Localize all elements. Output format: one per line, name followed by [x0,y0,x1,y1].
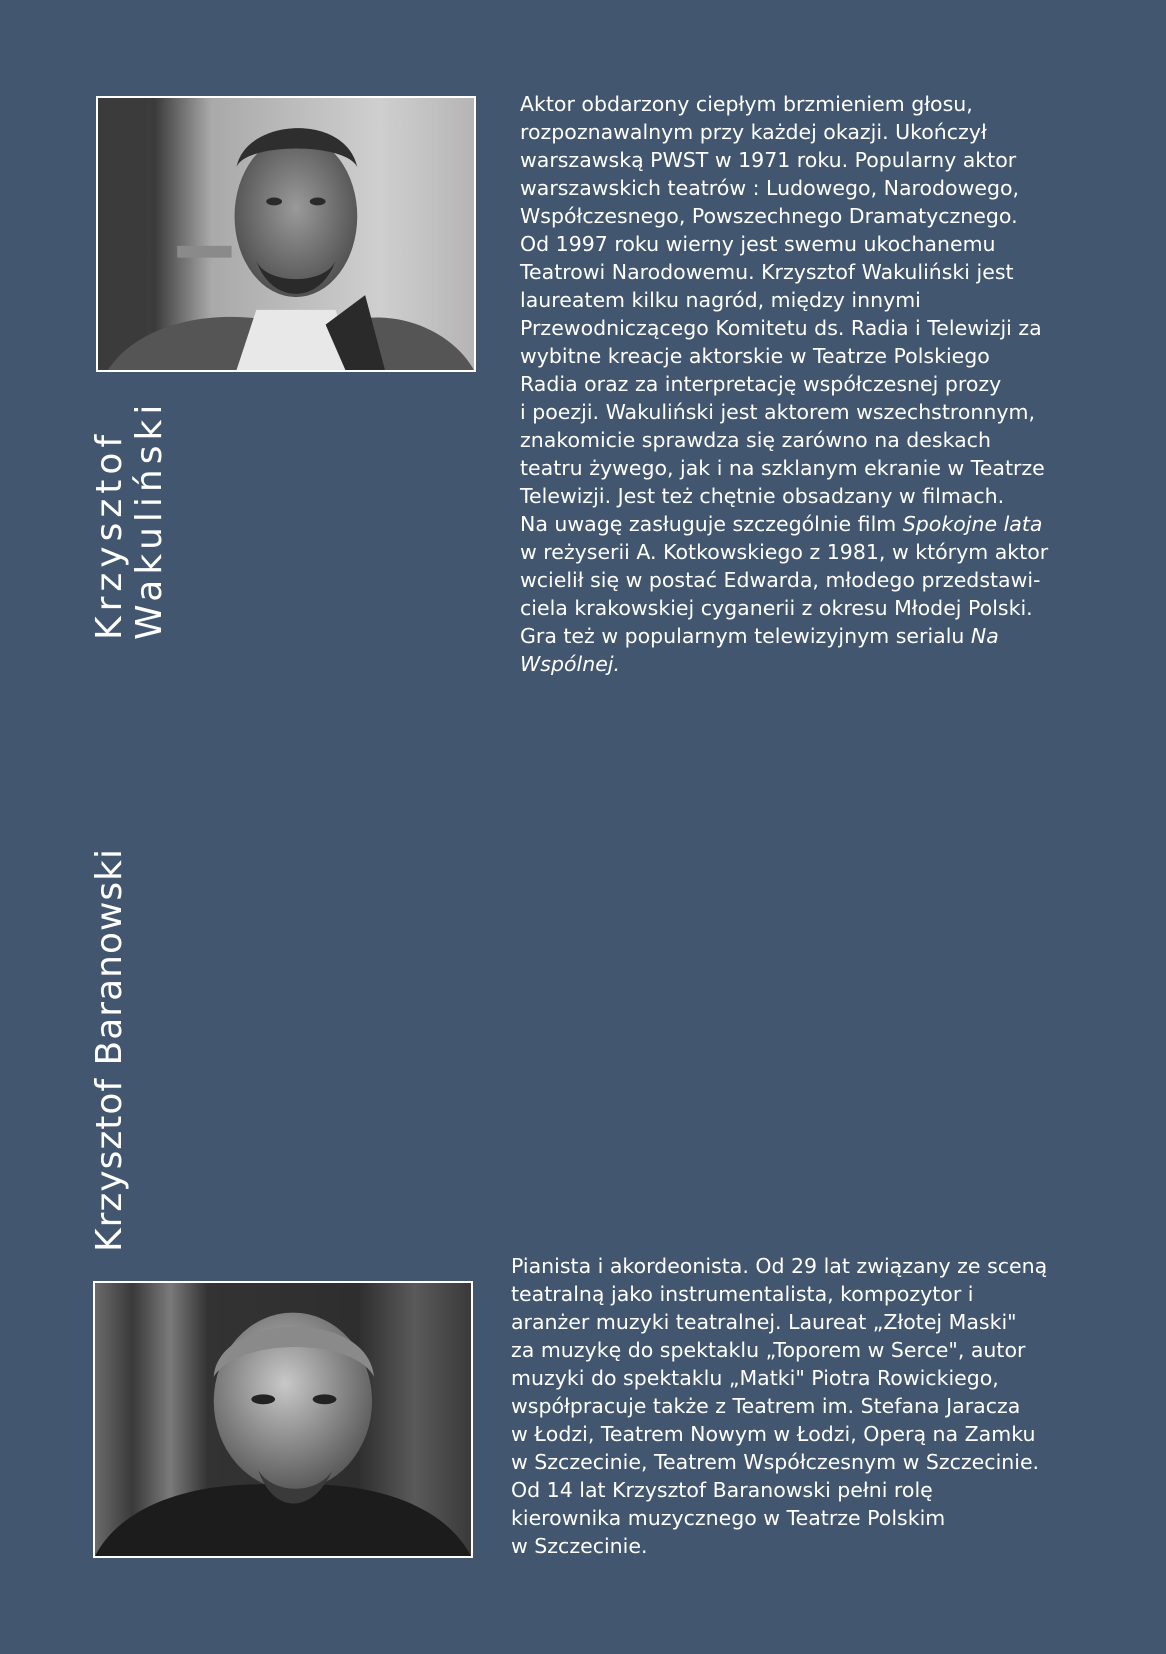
bio-text: kierownika muzycznego w Teatrze Polskim [511,1506,946,1530]
bio-text: muzyki do spektaklu „Matki" Piotra Rowickiego, [511,1366,999,1390]
bio-line [520,314,1140,342]
bio-line [520,202,1140,230]
bio-text: ciela krakowskiej cyganerii z okresu Młodej Polski. [520,596,1033,620]
bio-text: Przewodniczącego Komitetu ds. Radia i Telewizji za [520,316,1042,340]
bio-text: Współczesnego, Powszechnego Dramatycznego. [520,204,1018,228]
bio-text: Telewizji. Jest też chętnie obsadzany w filmach. [520,484,1005,508]
person-name-wakulinski [90,400,170,640]
bio-line [520,538,1140,566]
bio-text: rozpoznawalnym przy każdej okazji. Ukończył [520,120,987,144]
bio-text: znakomicie sprawdza się zarówno na deskach [520,428,991,452]
bio-text: teatralną jako instrumentalista, kompozytor i [511,1282,974,1306]
bio-line [520,454,1140,482]
bio-text: w Łodzi, Teatrem Nowym w Łodzi, Operą na Zamku [511,1422,1036,1446]
bio-line [520,650,1140,678]
person-name-baranowski: Krzysztof Baranowski [89,847,130,1252]
bio-line [520,286,1140,314]
bio-baranowski [511,1252,1131,1560]
bio-text: Gra też w popularnym telewizyjnym serialu [520,624,971,648]
portrait-photo-baranowski [93,1281,473,1558]
bio-line [511,1448,1131,1476]
bio-line [520,482,1140,510]
bio-text: Teatrowi Narodowemu. Krzysztof Wakuliński jest [520,260,1014,284]
bio-line [511,1392,1131,1420]
name-line-last: Wakuliński [129,399,170,640]
bio-line [511,1336,1131,1364]
bio-line [520,594,1140,622]
bio-text: Od 1997 roku wierny jest swemu ukochanemu [520,232,996,256]
bio-line [520,398,1140,426]
bio-line [520,510,1140,538]
bio-text: warszawskich teatrów : Ludowego, Narodowego, [520,176,1020,200]
bio-text: w reżyserii A. Kotkowskiego z 1981, w którym aktor [520,540,1049,564]
bio-line [511,1420,1131,1448]
bio-line [520,258,1140,286]
bio-line [520,230,1140,258]
bio-line [520,90,1140,118]
bio-text: i poezji. Wakuliński jest aktorem wszechstronnym, [520,400,1036,424]
bio-title-italic: Spokojne lata [902,512,1043,536]
bio-text: wcielił się w postać Edwarda, młodego przedstawi- [520,568,1041,592]
bio-text: teatru żywego, jak i na szklanym ekranie w Teatrze [520,456,1045,480]
bio-line [511,1308,1131,1336]
bio-text: w Szczecinie. [511,1534,648,1558]
bio-line [511,1280,1131,1308]
bio-text: Pianista i akordeonista. Od 29 lat związany ze sceną [511,1254,1048,1278]
bio-title-italic: Wspólnej. [520,652,621,676]
bio-text: Od 14 lat Krzysztof Baranowski pełni rolę [511,1478,933,1502]
bio-text: aranżer muzyki teatralnej. Laureat „Złotej Maski" [511,1310,1017,1334]
bio-text: za muzykę do spektaklu „Toporem w Serce", autor [511,1338,1026,1362]
name-line-first: Krzysztof [89,429,130,640]
bio-text: w Szczecinie, Teatrem Współczesnym w Szczecinie. [511,1450,1040,1474]
bio-line [520,426,1140,454]
bio-line [520,622,1140,650]
bio-line [511,1364,1131,1392]
bio-line [520,174,1140,202]
bio-line [511,1252,1131,1280]
bio-line [511,1532,1131,1560]
bio-text: Na uwagę zasługuje szczególnie film [520,512,903,536]
portrait-photo-wakulinski [96,96,476,372]
bio-line [520,146,1140,174]
bio-line [520,118,1140,146]
bio-text: wybitne kreacje aktorskie w Teatrze Polskiego [520,344,990,368]
bio-text: laureatem kilku nagród, między innymi [520,288,921,312]
bio-text: Aktor obdarzony ciepłym brzmieniem głosu, [520,92,973,116]
bio-text: warszawską PWST w 1971 roku. Popularny aktor [520,148,1017,172]
bio-line [520,566,1140,594]
bio-wakulinski [520,90,1140,678]
bio-line [511,1476,1131,1504]
bio-line [511,1504,1131,1532]
bio-title-italic: Na [970,624,999,648]
bio-line [520,342,1140,370]
bio-text: Radia oraz za interpretację współczesnej prozy [520,372,1002,396]
bio-line [520,370,1140,398]
bio-text: współpracuje także z Teatrem im. Stefana Jaracza [511,1394,1021,1418]
